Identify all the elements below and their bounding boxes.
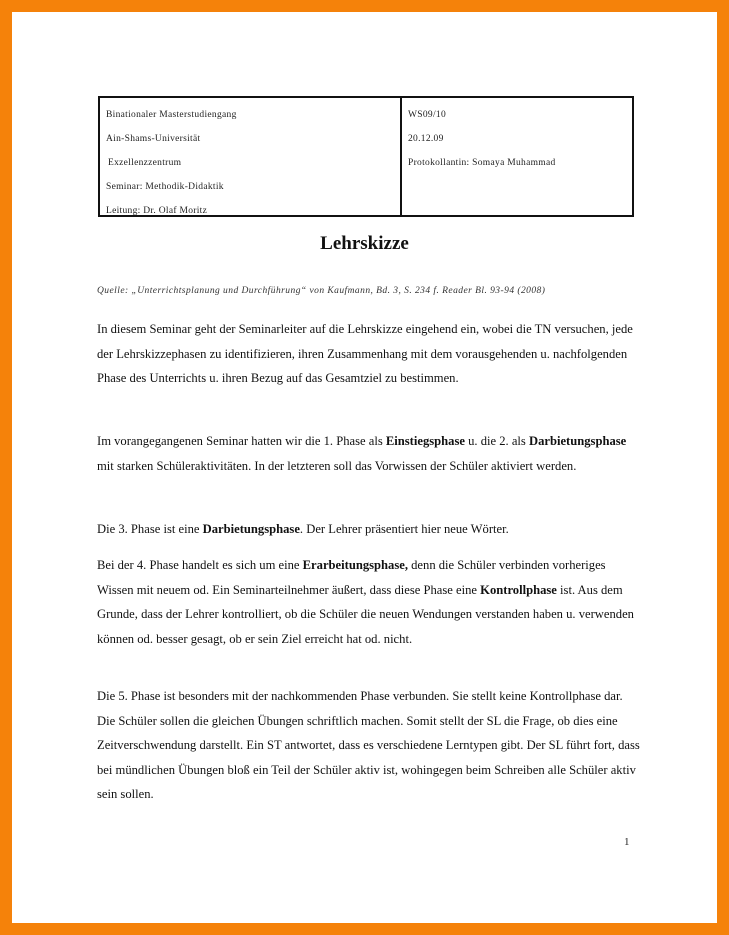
paragraph-3-text-1: Die 3. Phase ist eine	[97, 522, 203, 536]
header-right-cell	[402, 98, 632, 215]
source-citation: Quelle: „Unterrichtsplanung und Durchführung“ von Kaufmann, Bd. 3, S. 234 f. Reader Bl. 93-94 (2008)	[97, 286, 546, 296]
paragraph-2	[97, 429, 642, 478]
paragraph-3	[97, 517, 642, 542]
paragraph-4-text-2: denn die Schüler verbinden vorheriges Wissen mit neuem od. Ein Seminarteilnehmer äußert, dass diese Phase eine	[97, 558, 606, 597]
header-date: 20.12.09	[408, 134, 444, 144]
paragraph-2-text-1: Im vorangegangenen Seminar hatten wir die 1. Phase als	[97, 434, 386, 448]
header-semester: WS09/10	[408, 110, 446, 120]
paragraph-2-bold-1: Einstiegsphase	[385, 434, 465, 448]
paragraph-5: Die 5. Phase ist besonders mit der nachkommenden Phase verbunden. Sie stellt keine Kontrollphase dar. Die Schüler sollen die gleichen Übungen schriftlich machen. Somit stellt der SL die Frage, ob dies eine Zeitverschwendung darstellt. Ein ST antwortet, dass es verschiedene Lerntypen gibt. Der SL führt fort, dass bei mündlichen Übungen bloß ein Teil der Schüler aktiv ist, wohingegen beim Schreiben alle Schüler aktiv sein sollen.	[97, 689, 640, 801]
header-left-cell	[100, 98, 402, 215]
document-title: Lehrskizze	[320, 233, 409, 254]
paragraph-4-bold-2: Kontrollphase	[480, 582, 557, 597]
header-recorder: Protokollantin: Somaya Muhammad	[408, 158, 556, 168]
header-table	[98, 96, 634, 217]
paragraph-4	[97, 553, 642, 651]
paragraph-4-text-3: ist. Aus dem Grunde, dass der Lehrer kontrolliert, ob die Schüler die neuen Wendungen verstanden haben u. verwenden können od. besser gesagt, ob er sein Ziel erreicht hat od. nicht.	[97, 582, 634, 646]
paragraph-3-text-2: . Der Lehrer präsentiert hier neue Wörter.	[299, 522, 509, 536]
paragraph-4-bold-1: Erarbeitungsphase,	[302, 558, 408, 572]
paragraph-2-text-2: u. die 2. als	[464, 434, 529, 448]
header-center: Exzellenzzentrum	[108, 158, 182, 168]
paragraph-4-text-1: Bei der 4. Phase handelt es sich um eine	[97, 558, 303, 572]
paragraph-3-bold-1: Darbietungsphase	[202, 522, 300, 536]
paragraph-2-bold-2: Darbietungsphase	[528, 434, 627, 448]
paragraph-2-text-3: mit starken Schüleraktivitäten. In der letzteren soll das Vorwissen der Schüler aktiviert werden.	[97, 458, 577, 473]
header-program: Binationaler Masterstudiengang	[106, 110, 237, 120]
page-number: 1	[624, 836, 630, 848]
header-leader: Leitung: Dr. Olaf Moritz	[106, 206, 208, 216]
header-seminar: Seminar: Methodik-Didaktik	[106, 182, 224, 192]
paragraph-1: In diesem Seminar geht der Seminarleiter auf die Lehrskizze eingehend ein, wobei die TN versuchen, jede der Lehrskizzephasen zu identifizieren, ihren Zusammenhang mit dem vorausgehenden u. nachfolgenden Phase des Unterrichts u. ihren Bezug auf das Gesamtziel zu bestimmen.	[97, 322, 633, 385]
header-university: Ain-Shams-Universität	[106, 134, 201, 144]
